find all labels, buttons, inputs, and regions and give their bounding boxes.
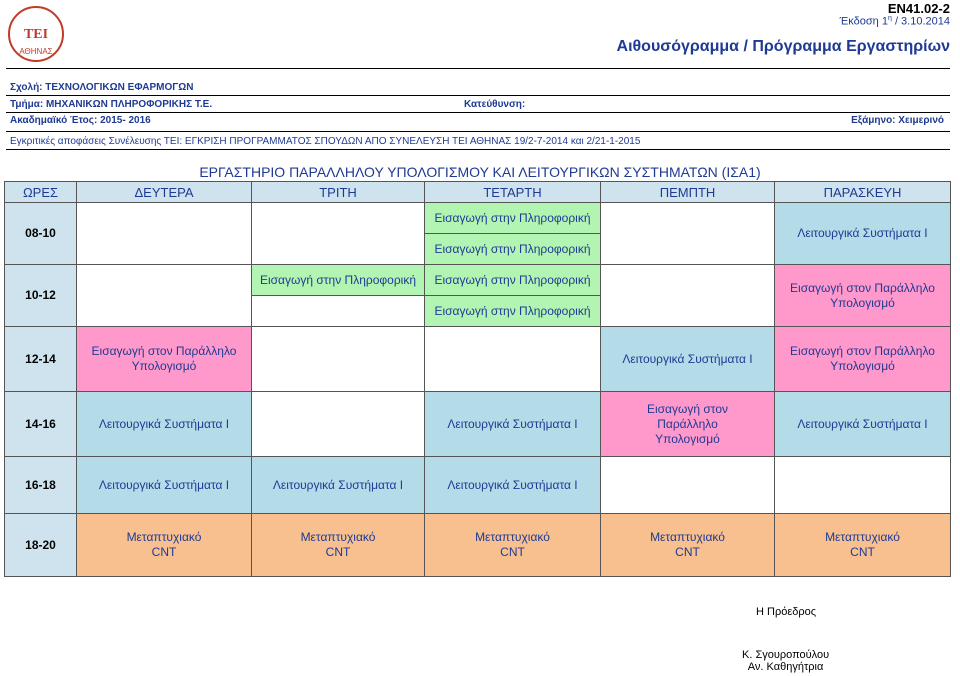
document-title: Αιθουσόγραμμα / Πρόγραμμα Εργαστηρίων — [616, 38, 950, 55]
direction-label: Κατεύθυνση: — [464, 99, 526, 110]
table-row — [5, 203, 951, 234]
slot-class: Λειτουργικά Συστήματα Ι — [775, 392, 951, 457]
time-slot: 10-12 — [5, 265, 77, 327]
slot-class: Λειτουργικά Συστήματα Ι — [601, 327, 775, 392]
slot-class: Μεταπτυχιακό CNT — [252, 514, 425, 577]
slot-empty — [252, 203, 425, 265]
slot-empty — [77, 265, 252, 327]
slot-class: Λειτουργικά Συστήματα Ι — [775, 203, 951, 265]
year-label: Ακαδημαϊκό Έτος: 2015- 2016 — [10, 115, 151, 126]
time-slot: 16-18 — [5, 457, 77, 514]
slot-empty — [252, 296, 425, 327]
document-code: ΕΝ41.02-2 — [887, 1, 950, 16]
slot-class: Εισαγωγή στην Πληροφορική — [425, 296, 601, 327]
col-header-wednesday: ΤΕΤΑΡΤΗ — [425, 182, 601, 203]
col-header-tuesday: ΤΡΙΤΗ — [252, 182, 425, 203]
time-slot: 18-20 — [5, 514, 77, 577]
slot-class: Εισαγωγή στον Παράλληλο Υπολογισμό — [77, 327, 252, 392]
time-slot: 08-10 — [5, 203, 77, 265]
semester-label: Εξάμηνο: Χειμερινό — [851, 115, 944, 126]
slot-class: Μεταπτυχιακό CNT — [77, 514, 252, 577]
slot-empty — [775, 457, 951, 514]
divider — [6, 112, 950, 113]
table-row — [5, 514, 951, 577]
slot-class: Λειτουργικά Συστήματα Ι — [77, 392, 252, 457]
col-header-friday: ΠΑΡΑΣΚΕΥΗ — [775, 182, 951, 203]
divider — [6, 95, 950, 96]
slot-class: Λειτουργικά Συστήματα Ι — [252, 457, 425, 514]
table-row — [5, 392, 951, 457]
divider — [6, 131, 950, 132]
slot-class: Μεταπτυχιακό CNT — [775, 514, 951, 577]
slot-class: Λειτουργικά Συστήματα Ι — [425, 392, 601, 457]
slot-empty — [425, 327, 601, 392]
slot-class: Εισαγωγή στον Παράλληλο Υπολογισμό — [775, 265, 951, 327]
slot-class: Λειτουργικά Συστήματα Ι — [425, 457, 601, 514]
slot-empty — [252, 392, 425, 457]
department-label: Τμήμα: ΜΗΧΑΝΙΚΩΝ ΠΛΗΡΟΦΟΡΙΚΗΣ Τ.Ε. — [10, 99, 213, 110]
slot-class: Εισαγωγή στον Παράλληλο Υπολογισμό — [601, 392, 775, 457]
col-header-hours: ΩΡΕΣ — [5, 182, 77, 203]
table-row — [5, 327, 951, 392]
slot-empty — [252, 327, 425, 392]
timetable-header-row — [5, 182, 951, 203]
slot-empty — [601, 265, 775, 327]
slot-class: Εισαγωγή στην Πληροφορική — [425, 234, 601, 265]
svg-text:TEI: TEI — [23, 27, 49, 42]
slot-class: Εισαγωγή στον Παράλληλο Υπολογισμό — [775, 327, 951, 392]
slot-empty — [601, 457, 775, 514]
signature-block — [742, 649, 829, 673]
lab-title: ΕΡΓΑΣΤΗΡΙΟ ΠΑΡΑΛΛΗΛΟΥ ΥΠΟΛΟΓΙΣΜΟΥ ΚΑΙ ΛΕΙΤΟΥΡΓΙΚΩΝ ΣΥΣΤΗΜΑΤΩΝ (ΙΣΑ1) — [199, 164, 761, 180]
slot-class: Εισαγωγή στην Πληροφορική — [425, 203, 601, 234]
slot-class: Μεταπτυχιακό CNT — [425, 514, 601, 577]
signature-role: Η Πρόεδρος — [756, 606, 817, 618]
slot-class: Εισαγωγή στην Πληροφορική — [252, 265, 425, 296]
approvals-label: Εγκριτικές αποφάσεις Συνέλευσης ΤΕΙ: ΕΓΚΡΙΣΗ ΠΡΟΓΡΑΜΜΑΤΟΣ ΣΠΟΥΔΩΝ ΑΠΟ ΣΥΝΕΛΕΥΣΗ ΤΕΙ ΑΘΗΝΑΣ 19/2-7-2014 και 2/21-1-2015 — [10, 136, 641, 147]
divider — [6, 149, 950, 150]
document-version: Έκδοση $1^\eta / 3.10.2014$ — [839, 15, 950, 28]
time-slot: 14-16 — [5, 392, 77, 457]
timetable — [4, 181, 951, 577]
col-header-monday: ΔΕΥΤΕΡΑ — [77, 182, 252, 203]
time-slot: 12-14 — [5, 327, 77, 392]
table-row — [5, 265, 951, 296]
tei-athens-logo — [6, 4, 66, 64]
divider — [6, 68, 950, 69]
slot-class: Μεταπτυχιακό CNT — [601, 514, 775, 577]
slot-empty — [601, 203, 775, 265]
slot-class: Εισαγωγή στην Πληροφορική — [425, 265, 601, 296]
col-header-thursday: ΠΕΜΠΤΗ — [601, 182, 775, 203]
signature-title: Αν. Καθηγήτρια — [747, 661, 824, 673]
table-row — [5, 457, 951, 514]
slot-class: Λειτουργικά Συστήματα Ι — [77, 457, 252, 514]
school-label: Σχολή: ΤΕΧΝΟΛΟΓΙΚΩΝ ΕΦΑΡΜΟΓΩΝ — [10, 82, 194, 93]
signature-name: Κ. Σγουροπούλου — [742, 649, 830, 661]
svg-text:ΑΘΗΝΑΣ: ΑΘΗΝΑΣ — [19, 47, 53, 56]
slot-empty — [77, 203, 252, 265]
